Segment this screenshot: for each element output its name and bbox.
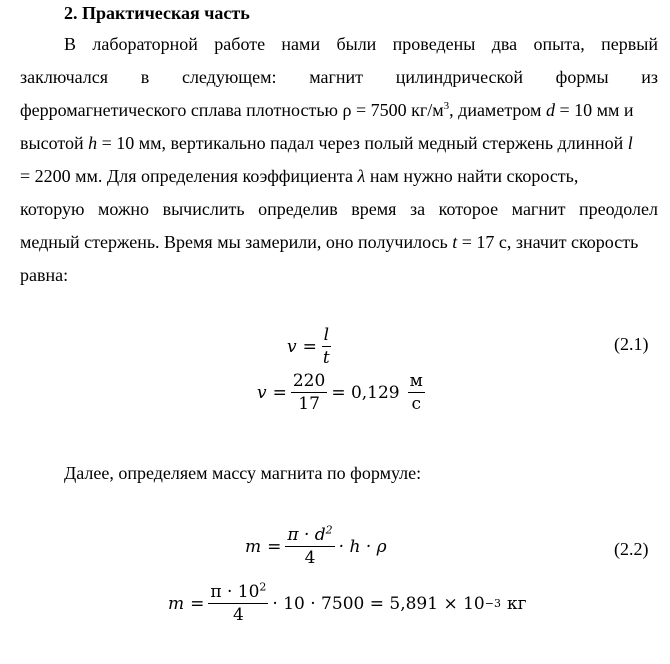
unit-denominator: с: [411, 394, 422, 414]
section-heading: 2. Практическая часть: [64, 3, 250, 23]
fraction-denominator: t: [322, 348, 330, 368]
paragraph-mass: Далее, определяем массу магнита по формуле:: [64, 463, 422, 483]
paragraph-line-8: равна:: [20, 265, 69, 285]
formula-2-2: [245, 525, 387, 568]
word: следующем:: [181, 67, 277, 87]
text-run: = 10 мм и: [559, 100, 634, 120]
formula-tail: · 10 · 7500 = 5,891 × 10: [272, 593, 485, 614]
unit-fraction: [408, 371, 425, 414]
word: формы: [555, 67, 609, 87]
formula-2-1: [287, 325, 336, 368]
word: магнит: [309, 67, 364, 87]
fraction: [321, 325, 332, 368]
unit-numerator: м: [409, 371, 423, 391]
text-run: , диаметром: [449, 100, 542, 120]
paragraph-line-2: [20, 66, 658, 88]
fraction: [291, 371, 327, 414]
paragraph-line-7: [20, 231, 658, 253]
formula-result: = 0,129: [331, 382, 400, 403]
fraction: [208, 582, 268, 625]
text-run: ферромагнетического сплава плотностью ρ = 7500 кг/м: [20, 100, 444, 120]
equals-sign: =: [190, 593, 205, 614]
variable-l: l: [627, 133, 633, 153]
equation-number-2-1: (2.1): [614, 334, 649, 354]
word: цилиндрической: [395, 67, 523, 87]
text-run: медный стержень. Время мы замерили, оно получилось: [20, 232, 448, 252]
word: в: [140, 67, 150, 87]
text-run: = 10 мм, вертикально падал через полый медный стержень длинной: [101, 133, 624, 153]
variable-lambda: λ: [357, 166, 366, 186]
formula-lhs: m: [245, 536, 262, 557]
variable-h: h: [88, 133, 98, 153]
fraction: [285, 525, 334, 568]
formula-lhs: m: [168, 593, 185, 614]
superscript: 2: [325, 523, 333, 537]
fraction-numerator: l: [323, 325, 329, 345]
equals-sign: =: [267, 536, 282, 557]
fraction-numerator: 220: [292, 371, 326, 391]
formula-tail: · h · ρ: [338, 536, 387, 557]
variable-t: t: [452, 232, 458, 252]
paragraph-line-3: [20, 99, 658, 121]
fraction-denominator: 17: [298, 394, 320, 414]
word: из: [641, 67, 658, 87]
fraction-numerator: [208, 582, 268, 604]
fraction-denominator: 4: [232, 605, 244, 625]
superscript: 3: [443, 100, 450, 112]
unit-label: кг: [506, 593, 527, 614]
word: заключался: [20, 67, 109, 87]
paragraph-line-6: которую можно вычислить определив время за которое магнит преодолел: [20, 199, 658, 219]
formula-lhs: v: [287, 336, 297, 357]
superscript: 2: [259, 580, 267, 594]
formula-2-2-calc: m = $\frac{\pi \cdot 10^2}{4}$ · 10 · 7500 = 5,891 × 10 −3 кг: [168, 580, 527, 625]
equals-sign: =: [302, 336, 317, 357]
numerator-text: π · d: [287, 525, 326, 545]
text-run: нам нужно найти скорость,: [369, 166, 579, 186]
paragraph-line-5: [20, 165, 658, 187]
fraction-denominator: 4: [304, 548, 316, 568]
paragraph-line-1: В лабораторной работе нами были проведены два опыта, первый: [64, 34, 658, 54]
equals-sign: =: [272, 382, 287, 403]
paragraph-line-4: [20, 132, 658, 154]
formula-lhs: v: [257, 382, 267, 403]
variable-d: d: [545, 100, 555, 120]
equation-number-2-2: (2.2): [614, 539, 649, 559]
fraction-numerator: [285, 525, 334, 547]
numerator-text: π · 10: [210, 582, 260, 602]
text-run: высотой: [20, 133, 84, 153]
text-run: = 2200 мм. Для определения коэффициента: [20, 166, 354, 186]
formula-2-1-calc: [257, 371, 429, 414]
text-run: = 17 с, значит скорость: [461, 232, 639, 252]
